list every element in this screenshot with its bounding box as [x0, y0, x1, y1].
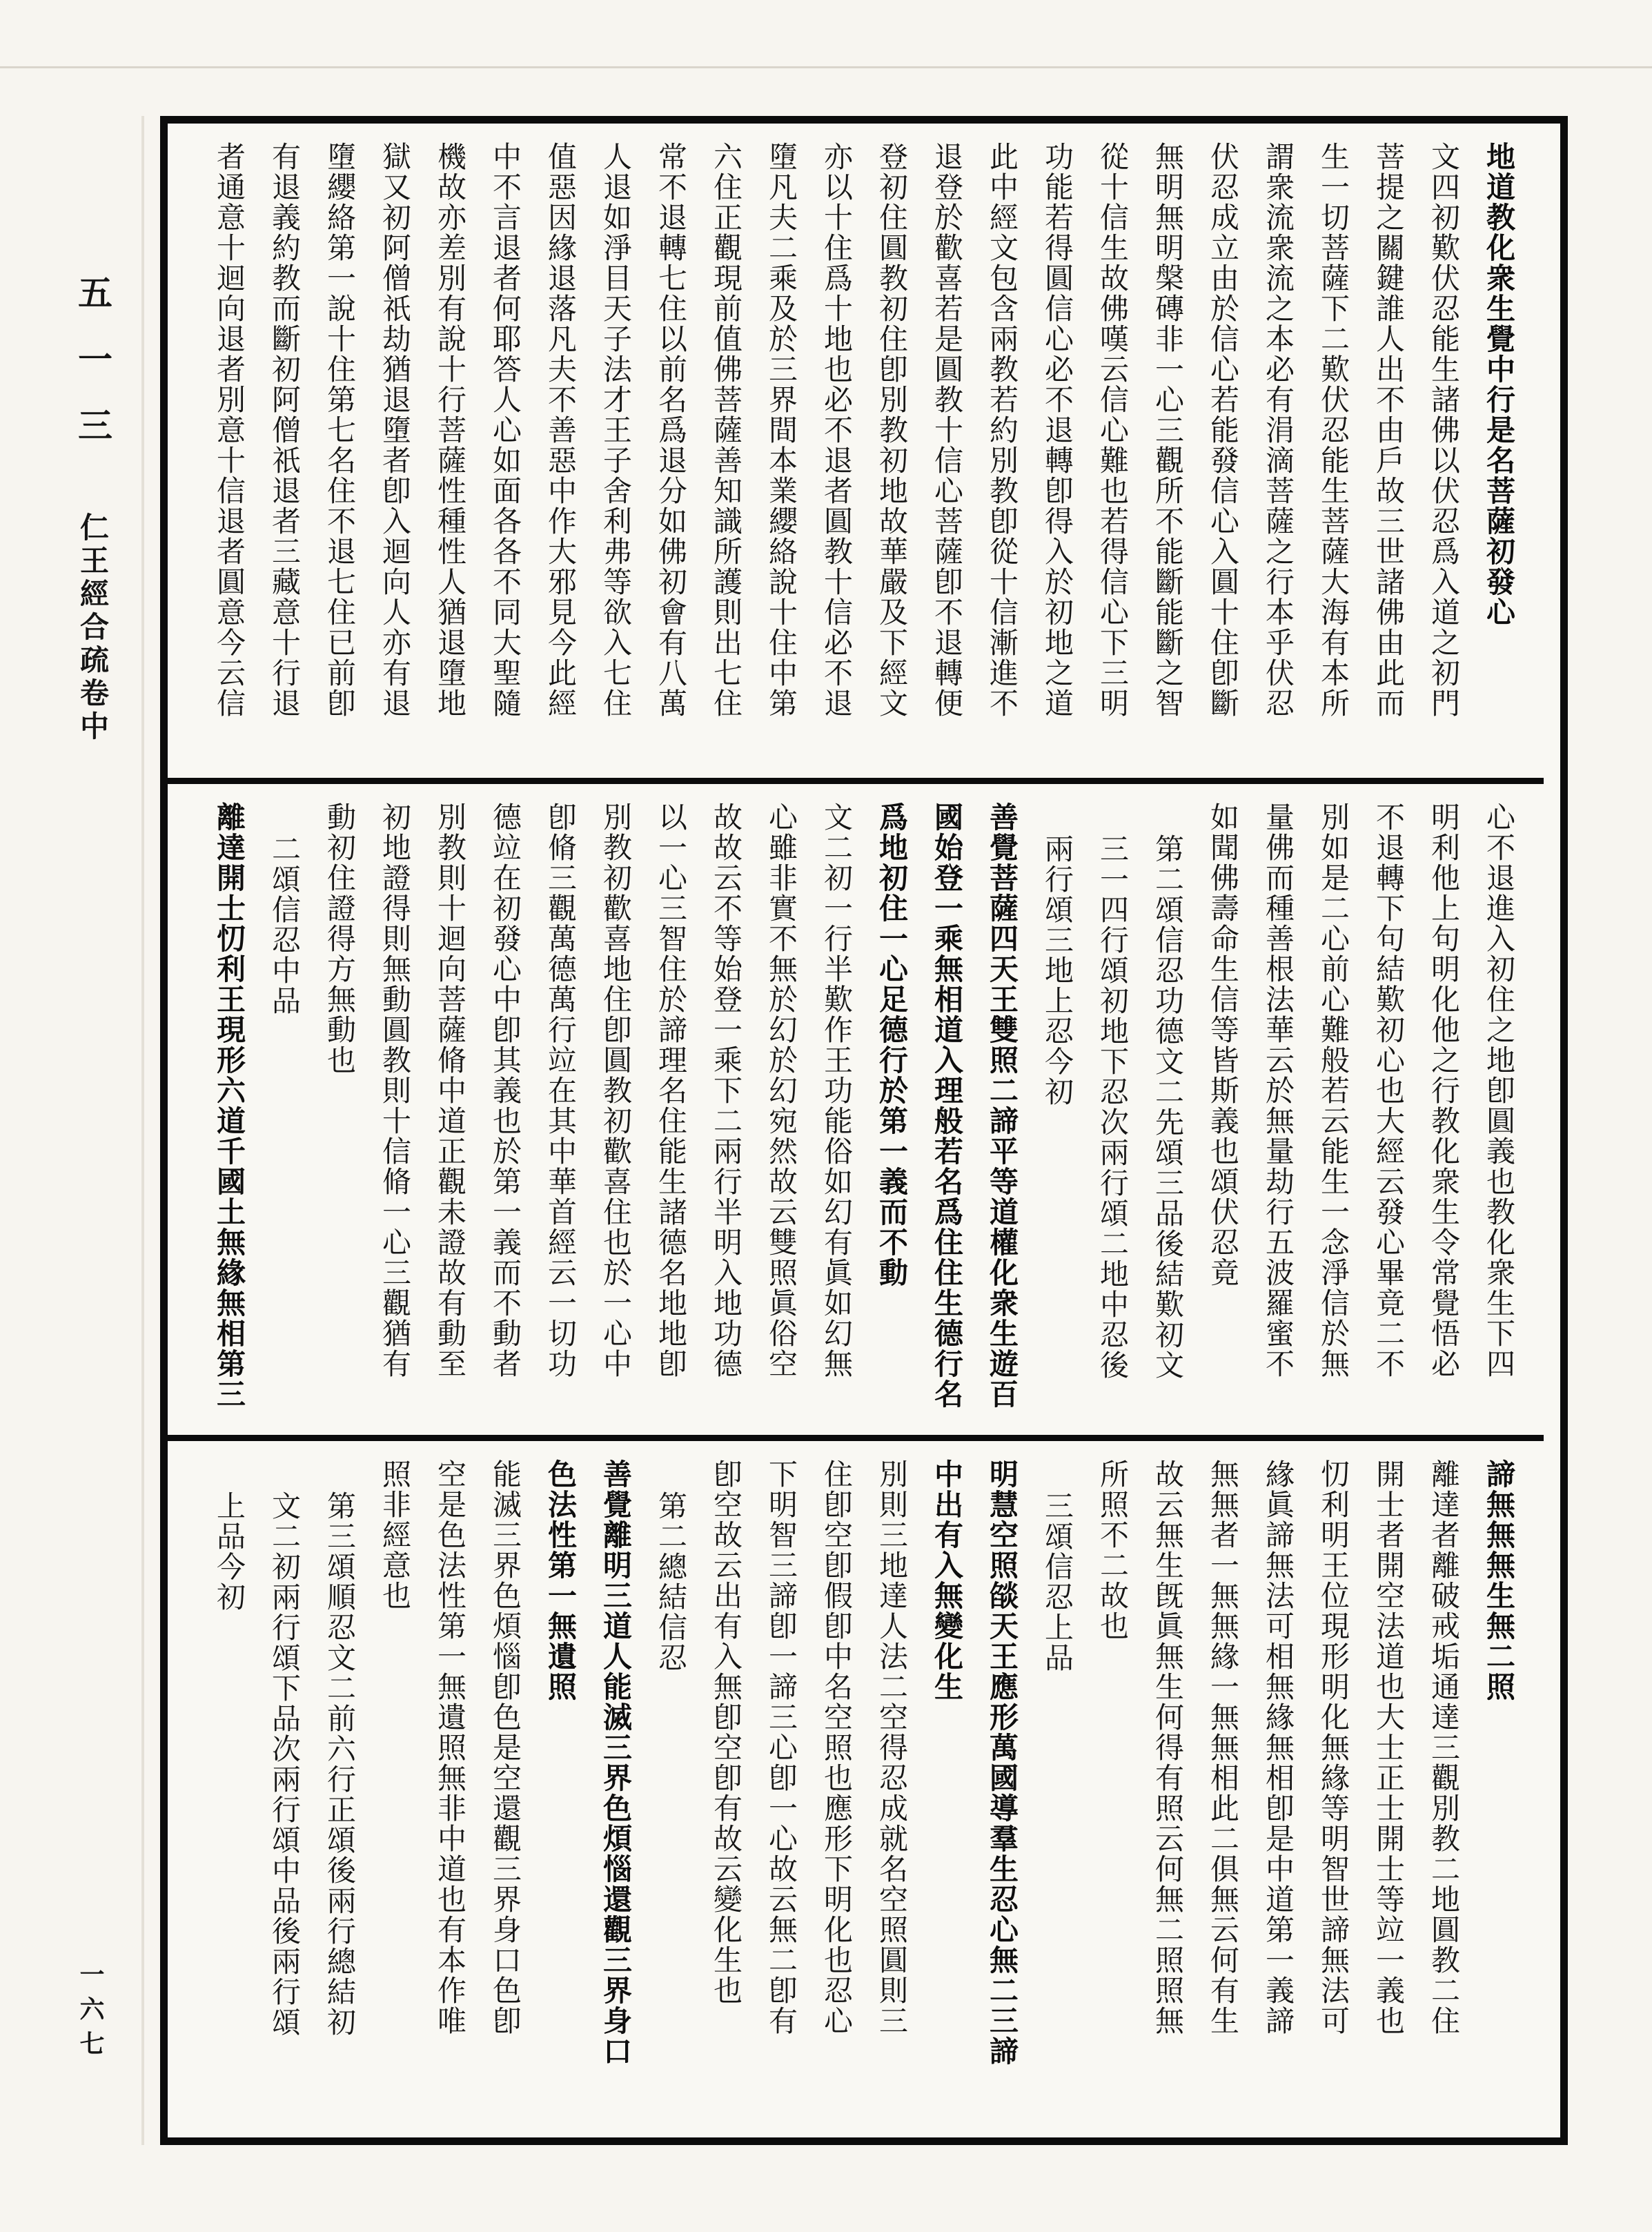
commentary-column: 心不退進入初住之地卽圓義也教化衆生下四 [1482, 802, 1516, 1379]
commentary-column: 菩提之關鍵誰人出不由戶故三世諸佛由此而 [1372, 141, 1406, 718]
commentary-column: 第二頌信忍功德文二先頌三品後結歎初文 [1151, 834, 1185, 1380]
commentary-column: 動初住證得方無動也 [323, 802, 357, 1075]
commentary-column: 亦以十住爲十地也必不退者圓教十信必不退 [820, 141, 854, 718]
commentary-column: 機故亦差別有說十行菩薩性種性人猶退墮地 [433, 141, 467, 718]
text-register-middle [168, 778, 1544, 1435]
commentary-column: 別教初歡喜地住卽圓教初歡喜住也於一心中 [599, 802, 633, 1379]
commentary-column: 謂衆流衆流之本必有涓滴菩薩之行本乎伏忍 [1261, 141, 1295, 718]
commentary-column: 緣眞諦無法可相無緣無相卽是中道第一義諦 [1261, 1459, 1295, 2036]
verse-column: 色法性第一無遺照 [544, 1459, 578, 1702]
commentary-column: 忉利明王位現形明化無緣等明智世諦無法可 [1317, 1459, 1350, 2036]
commentary-column: 三一四行頌初地下忍次兩行頌二地中忍後 [1096, 834, 1130, 1380]
scan-smudge-artifact [141, 116, 144, 2145]
commentary-column: 上品今初 [213, 1491, 246, 1612]
commentary-column: 德竝在初發心中卽其義也於第一義而不動者 [489, 802, 522, 1379]
commentary-column: 人退如淨目天子法才王子舍利弗等欲入七住 [599, 141, 633, 718]
commentary-column: 生一切菩薩下二歎伏忍能生菩薩大海有本所 [1317, 141, 1350, 718]
commentary-column: 三頌信忍上品 [1041, 1491, 1074, 1673]
commentary-column: 明利他上句明化他之行教化衆生令常覺悟必 [1427, 802, 1461, 1379]
margin-page-label: 五一三 [72, 275, 113, 473]
commentary-column: 故故云不等始登一乘下二兩行半明入地功德 [709, 802, 743, 1379]
text-register-top [168, 124, 1544, 778]
page-frame [160, 116, 1568, 2145]
commentary-column: 無無者一無無緣一無無相此二俱無云何有生 [1206, 1459, 1240, 2036]
commentary-column: 量佛而種善根法華云於無量劫行五波羅蜜不 [1261, 802, 1295, 1379]
commentary-column: 二頌信忍中品 [268, 834, 302, 1016]
commentary-column: 以一心三智住於諦理名住能生諸德名地地卽 [654, 802, 688, 1379]
commentary-column: 登初住圓教初住卽別教初地故華嚴及下經文 [875, 141, 909, 718]
commentary-column: 下明智三諦卽一諦三心卽一心故云無二卽有 [765, 1459, 798, 2036]
commentary-column: 墮凡夫二乘及於三界間本業纓絡說十住中第 [765, 141, 798, 718]
scan-edge-artifact [0, 66, 1652, 68]
commentary-column: 文四初歎伏忍能生諸佛以伏忍爲入道之初門 [1427, 141, 1461, 718]
verse-column: 善覺菩薩四天王雙照二諦平等道權化衆生遊百 [985, 802, 1019, 1409]
commentary-column: 第二總結信忍 [654, 1491, 688, 1673]
verse-column: 善覺離明三道人能滅三界色煩惱還觀三界身口 [599, 1459, 633, 2066]
commentary-column: 所照不二故也 [1096, 1459, 1130, 1641]
commentary-column: 別如是二心前心難般若云能生一念淨信於無 [1317, 802, 1350, 1379]
commentary-column: 獄又初阿僧祇劫猶退墮者卽入迴向人亦有退 [378, 141, 412, 718]
commentary-column: 開士者開空法道也大士正士開士等竝一義也 [1372, 1459, 1406, 2036]
commentary-column: 中不言退者何耶答人心如面各各不同大聖隨 [489, 141, 522, 718]
text-register-bottom [168, 1435, 1544, 2137]
commentary-column: 文二初一行半歎作王功能俗如幻有眞如幻無 [820, 802, 854, 1379]
commentary-column: 別則三地達人法二空得忍成就名空照圓則三 [875, 1459, 909, 2036]
commentary-column: 卽空故云出有入無卽空卽有故云變化生也 [709, 1459, 743, 2006]
margin-volume-title: 仁王經合疏卷中 [76, 512, 110, 744]
verse-column: 諦無無無生無二照 [1482, 1459, 1516, 1702]
commentary-column: 六住正觀現前值佛菩薩善知識所護則出七住 [709, 141, 743, 718]
commentary-column: 文二初兩行頌下品次兩行頌中品後兩行頌 [268, 1491, 302, 2037]
verse-column: 爲地初住一心足德行於第一義而不動 [875, 802, 909, 1288]
commentary-column: 值惡因緣退落凡夫不善惡中作大邪見今此經 [544, 141, 578, 718]
commentary-column: 此中經文包含兩教若約別教卽從十信漸進不 [985, 141, 1019, 718]
commentary-column: 別教則十迴向菩薩脩中道正觀未證故有動至 [433, 802, 467, 1379]
verse-column: 離達開士忉利王現形六道千國土無緣無相第三 [213, 802, 246, 1409]
commentary-column: 心雖非實不無於幻於幻宛然故云雙照眞俗空 [765, 802, 798, 1379]
commentary-column: 伏忍成立由於信心若能發信心入圓十住卽斷 [1206, 141, 1240, 718]
verse-column: 國始登一乘無相道入理般若名爲住住生德行名 [930, 802, 964, 1409]
commentary-column: 卽脩三觀萬德萬行竝在其中華首經云一切功 [544, 802, 578, 1379]
commentary-column: 從十信生故佛嘆云信心難也若得信心下三明 [1096, 141, 1130, 718]
verse-column: 地道教化衆生覺中行是名菩薩初發心 [1482, 141, 1516, 627]
commentary-column: 無明無明槃磚非一心三觀所不能斷能斷之智 [1151, 141, 1185, 718]
commentary-column: 第三頌順忍文二前六行正頌後兩行總結初 [323, 1491, 357, 2037]
commentary-column: 離達者離破戒垢通達三觀別教二地圓教二住 [1427, 1459, 1461, 2036]
verse-column: 明慧空照燄天王應形萬國導羣生忍心無二三諦 [985, 1459, 1019, 2066]
commentary-column: 如聞佛壽命生信等皆斯義也頌伏忍竟 [1206, 802, 1240, 1288]
commentary-column: 照非經意也 [378, 1459, 412, 1611]
commentary-column: 空是色法性第一無遺照無非中道也有本作唯 [433, 1459, 467, 2036]
commentary-column: 住卽空卽假卽中名空照也應形下明化也忍心 [820, 1459, 854, 2036]
verse-column: 中出有入無變化生 [930, 1459, 964, 1702]
commentary-column: 不退轉下句結歎初心也大經云發心畢竟二不 [1372, 802, 1406, 1379]
commentary-column: 退登於歡喜若是圓教十信心菩薩卽不退轉便 [930, 141, 964, 718]
commentary-column: 者通意十迴向退者別意十信退者圓意今云信 [213, 141, 246, 718]
commentary-column: 能滅三界色煩惱卽色是空還觀三界身口色卽 [489, 1459, 522, 2036]
commentary-column: 功能若得圓信心必不退轉卽得入於初地之道 [1041, 141, 1074, 718]
commentary-column: 兩行頌三地上忍今初 [1041, 834, 1074, 1107]
commentary-column: 常不退轉七住以前名爲退分如佛初會有八萬 [654, 141, 688, 718]
commentary-column: 有退義約教而斷初阿僧祇退者三藏意十行退 [268, 141, 302, 718]
commentary-column: 墮纓絡第一說十住第七名住不退七住已前卽 [323, 141, 357, 718]
commentary-column: 初地證得則無動圓教則十信脩一心三觀猶有 [378, 802, 412, 1379]
commentary-column: 故云無生旣眞無生何得有照云何無二照照無 [1151, 1459, 1185, 2036]
folio-page-number: 一六七 [76, 1961, 105, 2065]
